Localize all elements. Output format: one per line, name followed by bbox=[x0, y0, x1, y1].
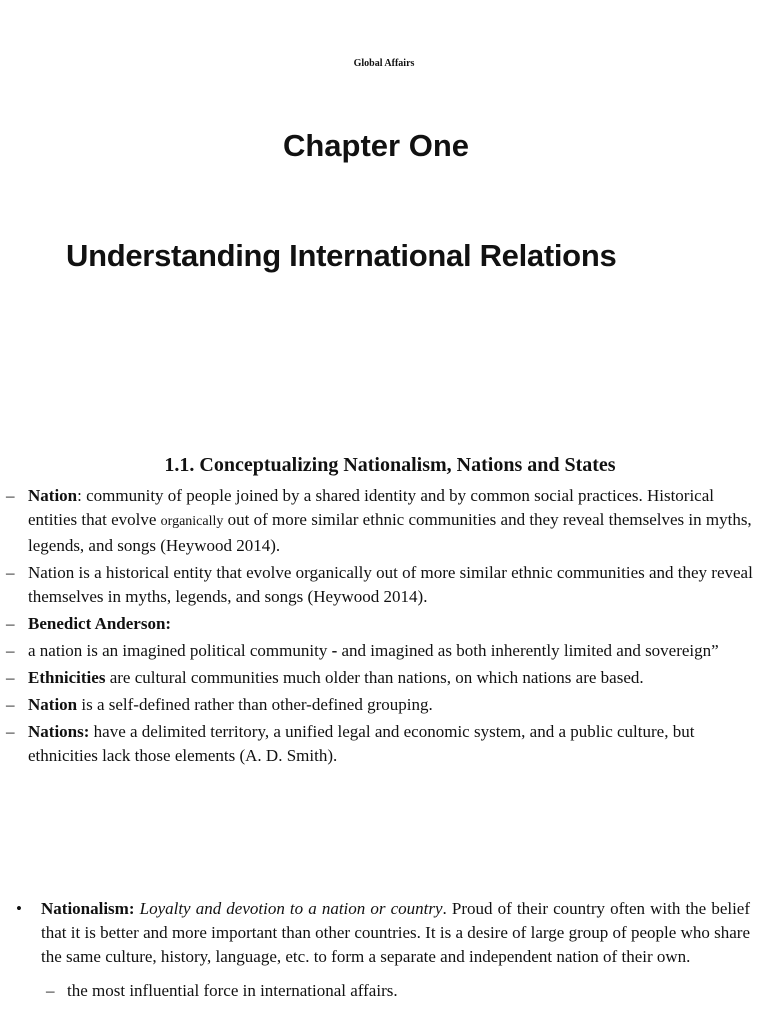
list-item-nations-territory bbox=[0, 720, 760, 768]
definition-list bbox=[0, 484, 760, 771]
item-text: is a self-defined rather than other-defined grouping. bbox=[77, 695, 433, 714]
item-text-italic: Loyalty and devotion to a nation or country bbox=[139, 899, 443, 918]
dash-icon: – bbox=[6, 614, 15, 633]
item-text: and imagined as both inherently limited and sovereign” bbox=[337, 641, 719, 660]
dash-icon: – bbox=[6, 668, 15, 687]
nationalism-list bbox=[0, 897, 750, 1003]
dash-icon: – bbox=[6, 695, 15, 714]
item-text-bold: - bbox=[331, 641, 338, 660]
item-text: Nation is a historical entity that evolve organically out of more similar ethnic communities and they reveal themselves in myths, legends, and songs (Heywood 2014). bbox=[28, 563, 753, 606]
term: Nation bbox=[28, 695, 78, 714]
list-item-nation-historical bbox=[0, 561, 760, 609]
item-text: a nation is an imagined political community bbox=[28, 641, 332, 660]
dash-icon: – bbox=[6, 641, 15, 660]
item-text: are cultural communities much older than nations, on which nations are based. bbox=[105, 668, 644, 687]
list-item-benedict-anderson bbox=[0, 612, 760, 636]
dash-icon: – bbox=[6, 722, 15, 741]
section-heading: 1.1. Conceptualizing Nationalism, Nations and States bbox=[164, 454, 616, 476]
list-item-ethnicities bbox=[0, 666, 760, 690]
sub-list-item-influential-force bbox=[0, 979, 750, 1003]
item-text: : community of people joined by a shared identity and by common social practices. Historical entities that evolve bbox=[28, 486, 714, 529]
dash-icon: – bbox=[46, 981, 55, 1000]
item-text: the most influential force in international affairs. bbox=[67, 981, 398, 1000]
term: Ethnicities bbox=[28, 668, 106, 687]
item-text: . Proud of their country often with the belief that it is better and more important than other countries. It is a desire of large group of people who share the same culture, history, language, etc. to form a separate and independent nation of their own. bbox=[41, 899, 751, 966]
term: Benedict Anderson: bbox=[28, 614, 172, 633]
term: Nationalism: bbox=[41, 899, 135, 918]
term: Nation bbox=[28, 486, 78, 505]
page-title: Understanding International Relations bbox=[66, 238, 617, 273]
list-item-imagined-community bbox=[0, 639, 760, 663]
item-text-small: organically bbox=[160, 514, 224, 529]
list-item-self-defined bbox=[0, 693, 760, 717]
list-item-nationalism bbox=[0, 897, 750, 969]
item-text: out of more similar ethnic communities and they reveal themselves in myths, legends, and songs (Heywood 2014). bbox=[28, 510, 752, 555]
running-header: Global Affairs bbox=[353, 58, 415, 69]
chapter-title: Chapter One bbox=[282, 128, 470, 163]
dash-icon: – bbox=[6, 486, 15, 505]
item-text: have a delimited territory, a unified legal and economic system, and a public culture, but ethnicities lack those elements (A. D. Smith). bbox=[28, 722, 695, 765]
bullet-icon: • bbox=[16, 899, 22, 918]
list-item-nation-definition bbox=[0, 484, 760, 558]
dash-icon: – bbox=[6, 563, 15, 582]
term: Nations: bbox=[28, 722, 90, 741]
